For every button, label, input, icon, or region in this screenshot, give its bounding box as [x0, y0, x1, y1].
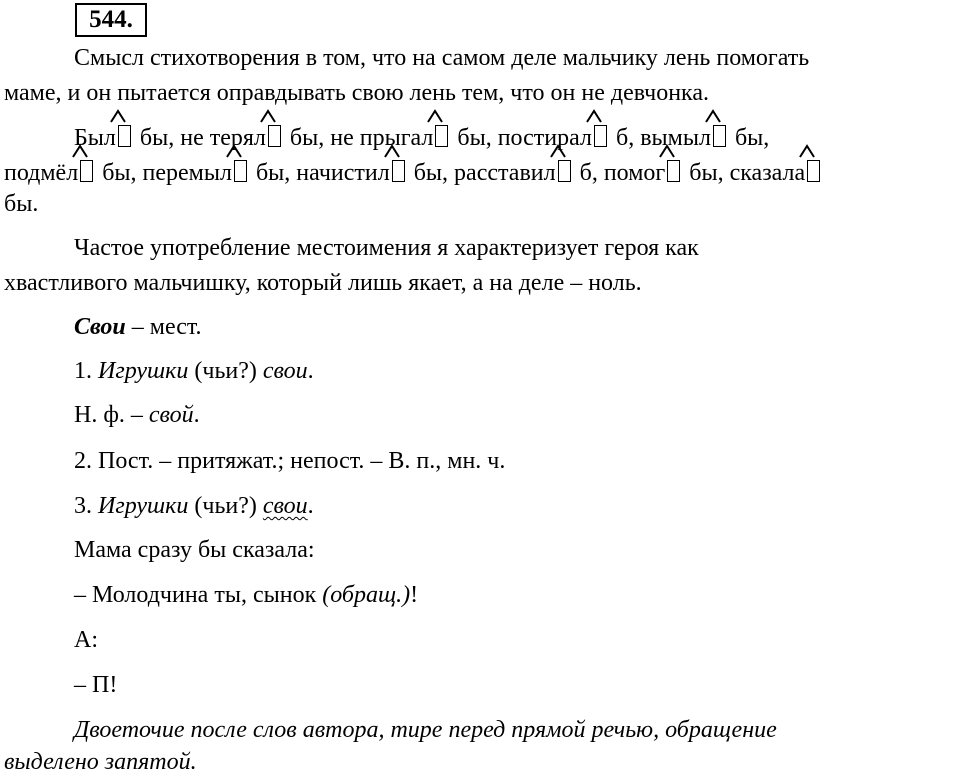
ending-box-icon — [392, 160, 405, 182]
analysis-step-1 — [74, 357, 314, 385]
conclusion-line-1: Двоеточие после слов автора, тире перед прямой речью, обращение — [74, 717, 777, 743]
ending-box-icon — [713, 125, 726, 147]
suffix-mark-icon — [586, 109, 602, 123]
suffix-mark-icon — [384, 144, 400, 158]
paragraph-3-line-2: хвастливого мальчишку, который лишь якает, а на деле – ноль. — [4, 270, 642, 296]
part-of-speech: – мест. — [125, 314, 202, 340]
noun: Игрушки — [98, 358, 189, 384]
verb-phrase: бы, не терял — [133, 125, 266, 151]
suffix-mark-icon — [110, 109, 126, 123]
scheme-line-2: – П! — [74, 672, 118, 698]
pronoun-underlined: свои — [262, 493, 308, 519]
suffix-mark-icon — [260, 109, 276, 123]
verb-phrase: бы, перемыл — [96, 160, 232, 186]
analyzed-word: Свои — [74, 314, 126, 340]
ending-box-icon — [558, 160, 571, 182]
ending-box-icon — [667, 160, 680, 182]
ending-box-icon — [80, 160, 93, 182]
verb-word: подмёл — [4, 160, 79, 186]
question: (чьи?) — [188, 358, 263, 384]
ending-box-icon — [234, 160, 247, 182]
suffix-mark-icon — [427, 109, 443, 123]
pronoun: свои — [262, 358, 308, 384]
scheme-line-1: А: — [74, 627, 98, 653]
conclusion-line-2: выделено запятой. — [4, 749, 197, 775]
initial-form-label: Н. ф. – — [74, 402, 149, 428]
dialog-intro: Мама сразу бы сказала: — [74, 537, 315, 563]
verb-phrase: б, вымыл — [609, 125, 711, 151]
exercise-number: 544. — [75, 3, 147, 37]
speech-end: ! — [410, 582, 419, 608]
paragraph-1-line-1: Смысл стихотворения в том, что на самом деле мальчику лень помогать — [74, 45, 810, 71]
suffix-mark-icon — [550, 144, 566, 158]
verb-phrase: бы, расставил — [407, 160, 556, 186]
verb-phrase: бы, сказала — [683, 160, 806, 186]
period: . — [307, 493, 314, 519]
question: (чьи?) — [188, 493, 263, 519]
period: . — [193, 402, 200, 428]
analysis-step-3 — [74, 492, 314, 520]
verb-phrase: бы, не прыгал — [283, 125, 434, 151]
direct-speech — [74, 581, 418, 609]
verb-phrase: бы, начистил — [249, 160, 390, 186]
initial-form-word: свой — [148, 402, 194, 428]
speech-text: – Молодчина ты, сынок — [74, 582, 323, 608]
ending-box-icon — [807, 160, 820, 182]
paragraph-2-line-3: бы. — [4, 191, 39, 217]
suffix-mark-icon — [659, 144, 675, 158]
verb-word: Был — [74, 125, 116, 151]
paragraph-2-line-2 — [4, 159, 823, 187]
period: . — [307, 358, 314, 384]
ending-box-icon — [594, 125, 607, 147]
verb-phrase: бы, — [728, 125, 770, 151]
verb-phrase: б, помог — [573, 160, 666, 186]
ending-box-icon — [268, 125, 281, 147]
verb-phrase: бы, постирал — [451, 125, 592, 151]
analysis-step-2: 2. Пост. – притяжат.; непост. – В. п., мн. ч. — [74, 448, 506, 474]
paragraph-3-line-1: Частое употребление местоимения я характеризует героя как — [74, 235, 699, 261]
speech-note: (обращ.) — [322, 582, 411, 608]
step-number: 1. — [74, 358, 98, 384]
step-number: 3. — [74, 493, 98, 519]
suffix-mark-icon — [72, 144, 88, 158]
ending-box-icon — [435, 125, 448, 147]
ending-box-icon — [118, 125, 131, 147]
initial-form — [74, 401, 200, 429]
suffix-mark-icon — [799, 144, 815, 158]
suffix-mark-icon — [226, 144, 242, 158]
analysis-heading — [74, 313, 202, 341]
suffix-mark-icon — [705, 109, 721, 123]
noun: Игрушки — [98, 493, 189, 519]
paragraph-1-line-2: маме, и он пытается оправдывать свою лень тем, что он не девчонка. — [4, 80, 709, 106]
